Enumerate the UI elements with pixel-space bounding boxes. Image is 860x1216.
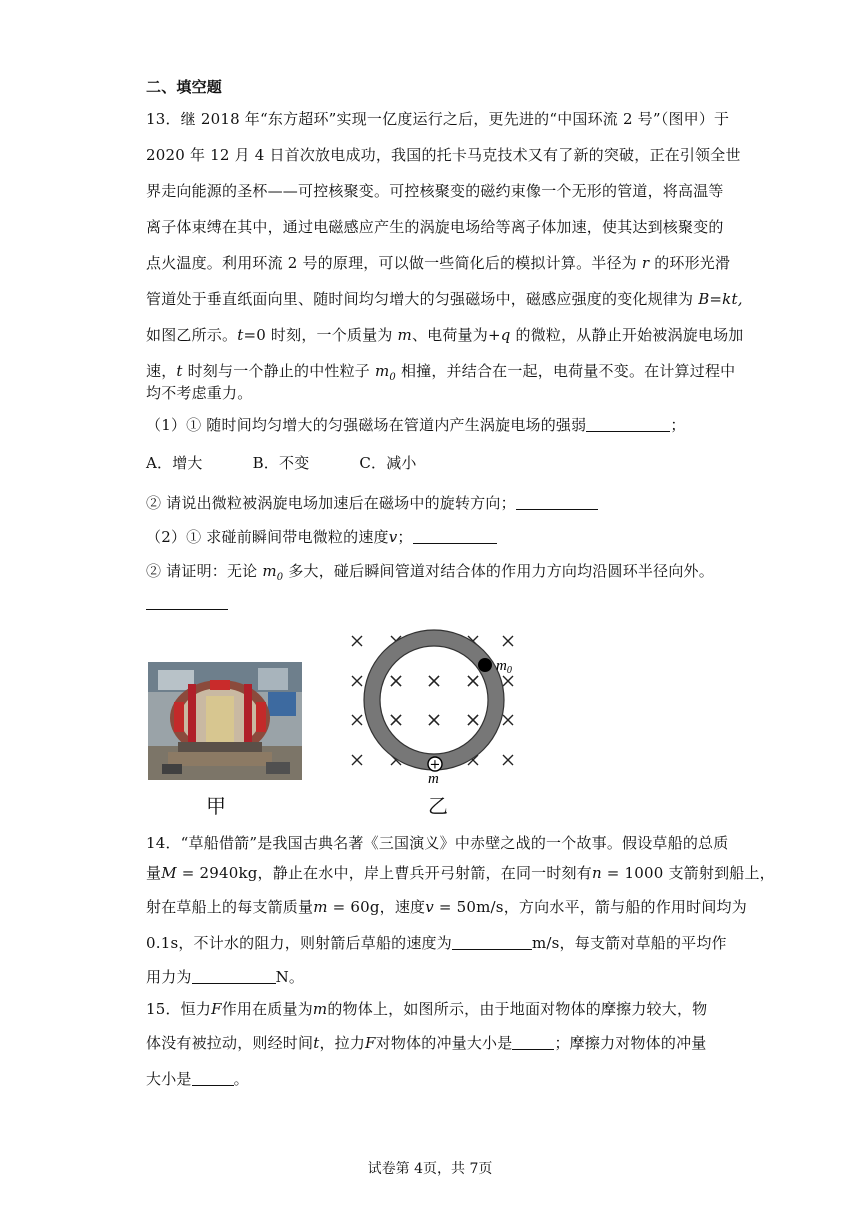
answer-blank[interactable]	[516, 495, 598, 510]
q13-part1-b: ② 请说出微粒被涡旋电场加速后在磁场中的旋转方向；	[146, 492, 598, 513]
q13-part2-b: ② 请证明：无论 $m_0$ 多大，碰后瞬间管道对结合体的作用力方向均沿圆环半径向外。	[146, 562, 714, 583]
label-m: m	[428, 771, 439, 787]
q13-line-7: 如图乙所示。t=0 时刻，一个质量为 m、电荷量为+q 的微粒，从静止开始被涡旋电场加	[146, 326, 744, 344]
q15-line-3: 大小是 。	[146, 1070, 249, 1088]
q14-line-1: 14．“草船借箭”是我国古典名著《三国演义》中赤壁之战的一个故事。假设草船的总质	[146, 834, 729, 852]
plus-sign: +	[429, 757, 441, 773]
page-footer: 试卷第 4页，共 7页	[367, 1161, 493, 1177]
option-c[interactable]: C．减小	[359, 454, 417, 472]
symbol-t: t	[237, 326, 244, 344]
answer-blank[interactable]	[192, 1071, 234, 1086]
q13-line-3: 界走向能源的圣杯——可控核聚变。可控核聚变的磁约束像一个无形的管道，将高温等	[146, 182, 724, 200]
q14-line-3: 射在草船上的每支箭质量m = 60g，速度v = 50m/s，方向水平，箭与船的作用时间均为	[146, 898, 747, 916]
q13-part1-a: （1）① 随时间均匀增大的匀强磁场在管道内产生涡旋电场的强弱 ；	[146, 416, 686, 434]
answer-blank[interactable]	[146, 595, 228, 610]
magnetic-ring-diagram	[340, 628, 530, 787]
q13-line-9: 均不考虑重力。	[146, 384, 253, 402]
q13-line-8: 速，t 时刻与一个静止的中性粒子 $m_0$ 相撞，并结合在一起，电荷量不变。在计算过程中	[146, 362, 736, 383]
q15-line-2: 体没有被拉动，则经时间t，拉力F对物体的冲量大小是 ；摩擦力对物体的冲量	[146, 1034, 707, 1052]
symbol-B-formula: B=kt,	[698, 290, 743, 308]
q14-line-4: 0.1s，不计水的阻力，则射箭后草船的速度为 m/s，每支箭对草船的平均作	[146, 934, 727, 952]
q15-line-1: 15．恒力F作用在质量为m的物体上，如图所示，由于地面对物体的摩擦力较大，物	[146, 1000, 708, 1018]
q13-part2-b-blank	[146, 594, 228, 612]
symbol-t-2: t	[176, 362, 183, 380]
symbol-m: m	[397, 326, 412, 344]
option-b[interactable]: B．不变	[252, 454, 310, 472]
section-title: 二、填空题	[146, 78, 223, 96]
ring-tube	[372, 638, 496, 762]
q13-options	[146, 452, 417, 473]
symbol-q: +q	[487, 326, 511, 344]
neutral-particle-m0	[478, 658, 492, 672]
symbol-r: r	[641, 254, 650, 272]
q13-line-4: 离子体束缚在其中，通过电磁感应产生的涡旋电场给等离子体加速，使其达到核聚变的	[146, 218, 724, 236]
label-m0: $m_0$	[496, 658, 512, 676]
q13-line-1: 13．继 2018 年“东方超环”实现一亿度运行之后，更先进的“中国环流 2 号”（图甲）于	[146, 110, 730, 128]
answer-blank[interactable]	[192, 969, 276, 984]
figure-jia-caption: 甲	[206, 794, 226, 818]
answer-blank[interactable]	[512, 1035, 554, 1050]
q13-part2-a: （2）① 求碰前瞬间带电微粒的速度v；	[146, 526, 497, 547]
answer-blank[interactable]	[586, 417, 670, 432]
q13-line-5: 点火温度。利用环流 2 号的原理，可以做一些简化后的模拟计算。半径为 r 的环形光滑	[146, 254, 731, 272]
q14-line-5: 用力为 N。	[146, 968, 305, 986]
q13-line-2: 2020 年 12 月 4 日首次放电成功，我国的托卡马克技术又有了新的突破，正在引领全世	[146, 146, 741, 164]
figure-yi-caption: 乙	[428, 794, 448, 818]
q13-line-6: 管道处于垂直纸面向里、随时间均匀增大的匀强磁场中，磁感应强度的变化规律为 B=kt,	[146, 290, 743, 308]
option-a[interactable]: A．增大	[146, 454, 203, 472]
symbol-m0: $m_0$	[374, 362, 396, 383]
q14-line-2: 量M = 2940kg，静止在水中，岸上曹兵开弓射箭，在同一时刻有n = 1000 支箭射到船上，	[146, 864, 775, 882]
answer-blank[interactable]	[452, 935, 532, 950]
tokamak-photo	[148, 662, 302, 780]
answer-blank[interactable]	[413, 529, 497, 544]
